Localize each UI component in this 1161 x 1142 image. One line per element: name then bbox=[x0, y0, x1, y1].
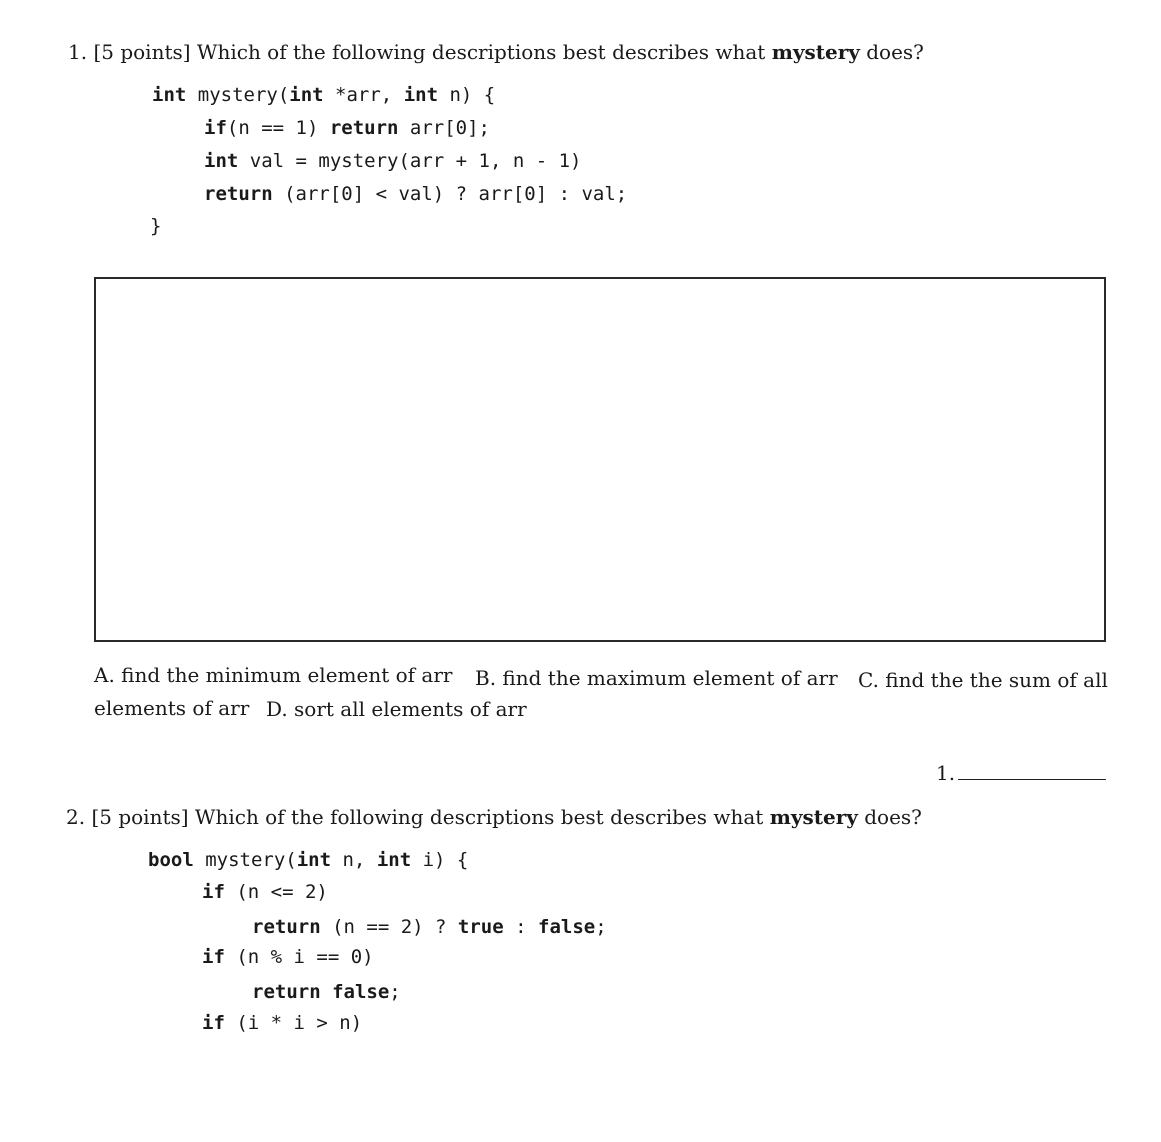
code-line: return (arr[0] < val) ? arr[0] : val; bbox=[204, 183, 628, 205]
answer-line bbox=[958, 779, 1106, 780]
question-1-suffix: does? bbox=[859, 40, 924, 64]
option-c-continued: elements of arr bbox=[94, 696, 250, 720]
code-line: if (n % i == 0) bbox=[202, 946, 374, 968]
question-1-function-name: mystery bbox=[771, 40, 860, 64]
option-c: C. find the the sum of all bbox=[858, 668, 1108, 692]
option-d: D. sort all elements of arr bbox=[266, 697, 527, 721]
question-2-prefix: 2. [5 points] Which of the following descriptions best describes what bbox=[66, 805, 770, 829]
work-box bbox=[94, 277, 1106, 642]
option-b: B. find the maximum element of arr bbox=[475, 666, 838, 690]
question-2-function-name: mystery bbox=[769, 805, 858, 829]
answer-label: 1. bbox=[936, 761, 956, 785]
code-line: return (n == 2) ? true : false; bbox=[252, 916, 607, 938]
code-line: int val = mystery(arr + 1, n - 1) bbox=[204, 150, 582, 172]
code-line: if (i * i > n) bbox=[202, 1012, 363, 1034]
code-line: bool mystery(int n, int i) { bbox=[148, 849, 469, 871]
code-line: } bbox=[150, 215, 162, 237]
code-line: int mystery(int *arr, int n) { bbox=[152, 84, 496, 106]
code-line: if(n == 1) return arr[0]; bbox=[204, 117, 490, 139]
question-1-header bbox=[68, 40, 924, 64]
code-line: return false; bbox=[252, 981, 401, 1003]
option-a: A. find the minimum element of arr bbox=[94, 663, 453, 687]
code-line: if (n <= 2) bbox=[202, 881, 328, 903]
question-2-suffix: does? bbox=[857, 805, 922, 829]
question-2-header bbox=[66, 805, 922, 829]
question-1-prefix: 1. [5 points] Which of the following descriptions best describes what bbox=[68, 40, 772, 64]
